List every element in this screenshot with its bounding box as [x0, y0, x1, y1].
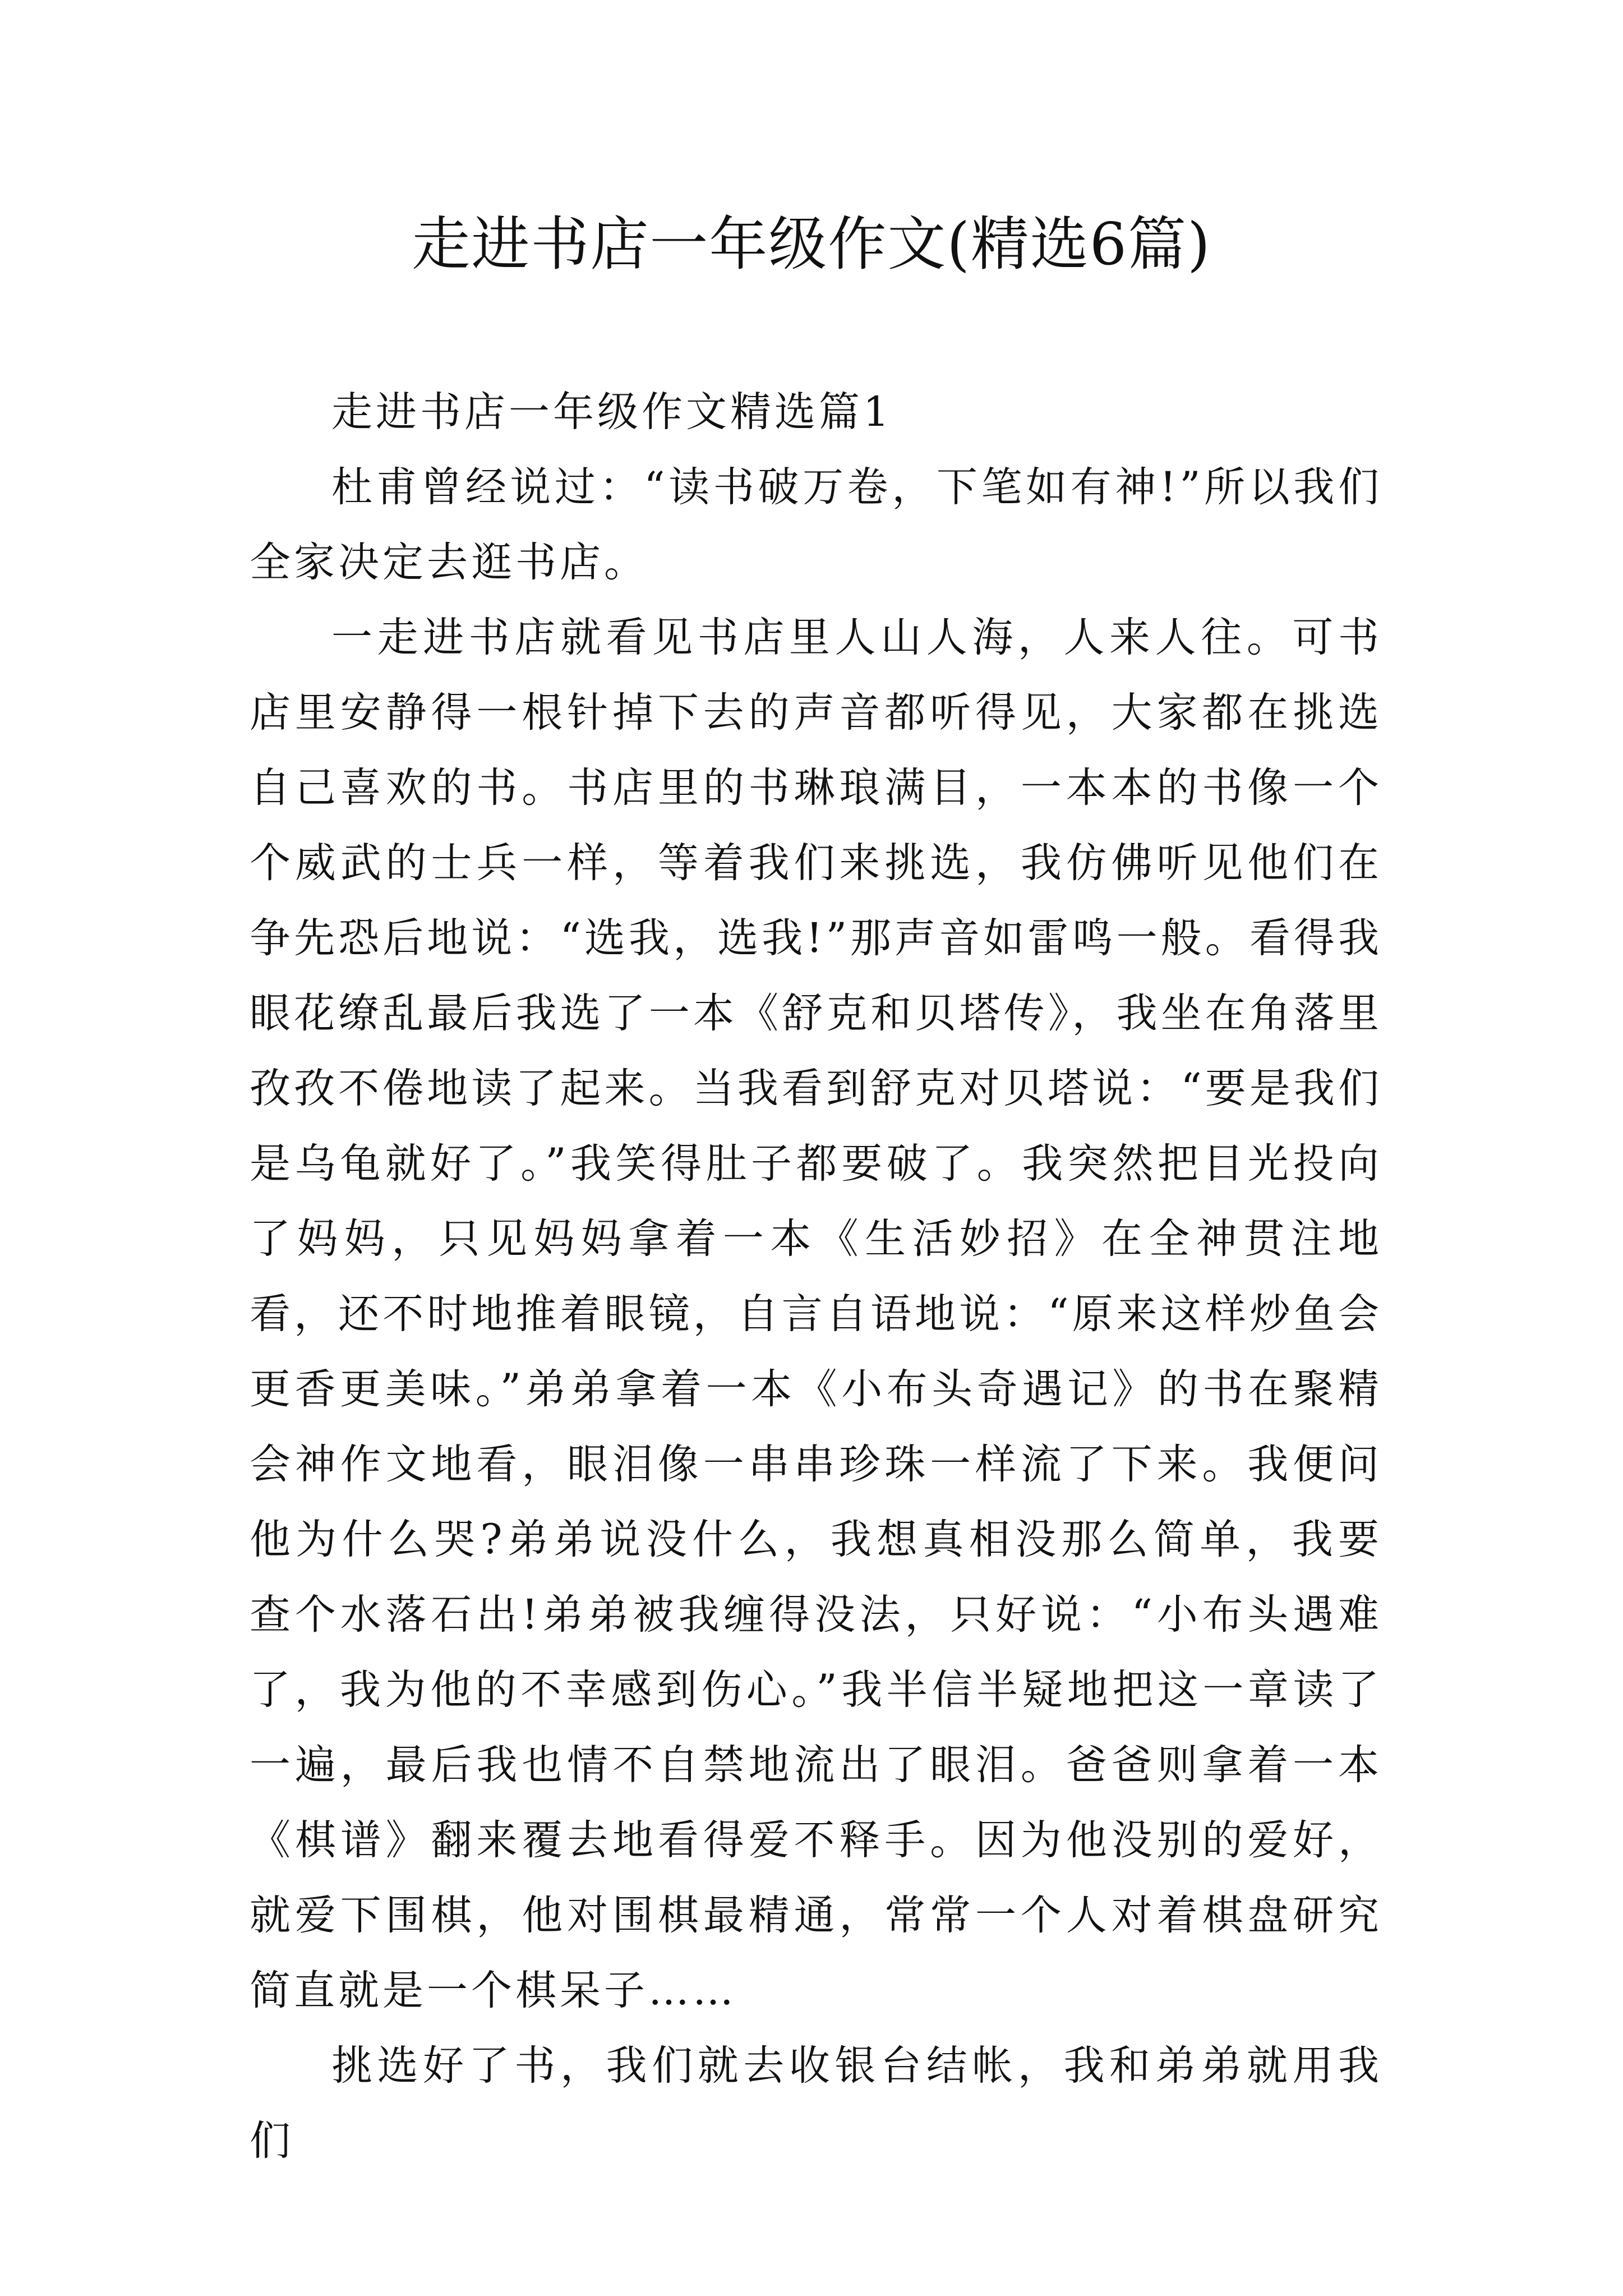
document-body: [250, 375, 1382, 2179]
document-title: 走进书店一年级作文(精选6篇): [412, 210, 1211, 278]
paragraph: 挑选好了书，我们就去收银台结帐，我和弟弟就用我们: [250, 2042, 1382, 2165]
section-heading: 走进书店一年级作文精选篇1: [331, 388, 893, 436]
paragraph: 杜甫曾经说过：“读书破万卷，下笔如有神!”所以我们全家决定去逛书店。: [250, 463, 1382, 586]
paragraph: 一走进书店就看见书店里人山人海，人来人往。可书店里安静得一根针掉下去的声音都听得见，大家都在挑选自己喜欢的书。书店里的书琳琅满目，一本本的书像一个个威武的士兵一样，等着我们来挑选，我仿佛听见他们在争先恐后地说：“选我，选我!”那声音如雷鸣一般。看得我眼花缭乱最后我选了一本《舒克和贝塔传》，我坐在角落里孜孜不倦地读了起来。当我看到舒克对贝塔说：“要是我们是乌龟就好了。”我笑得肚子都要破了。我突然把目光投向了妈妈，只见妈妈拿着一本《生活妙招》在全神贯注地看，还不时地推着眼镜，自言自语地说：“原来这样炒鱼会更香更美味。”弟弟拿着一本《小布头奇遇记》的书在聚精会神作文地看，眼泪像一串串珍珠一样流了下来。我便问他为什么哭?弟弟说没什么，我想真相没那么简单，我要查个水落石出!弟弟被我缠得没法，只好说：“小布头遇难了，我为他的不幸感到伤心。”我半信半疑地把这一章读了一遍，最后我也情不自禁地流出了眼泪。爸爸则拿着一本《棋谱》翻来覆去地看得爱不释手。因为他没别的爱好，就爱下围棋，他对围棋最精通，常常一个人对着棋盘研究简直就是一个棋呆子……: [250, 614, 1382, 2014]
